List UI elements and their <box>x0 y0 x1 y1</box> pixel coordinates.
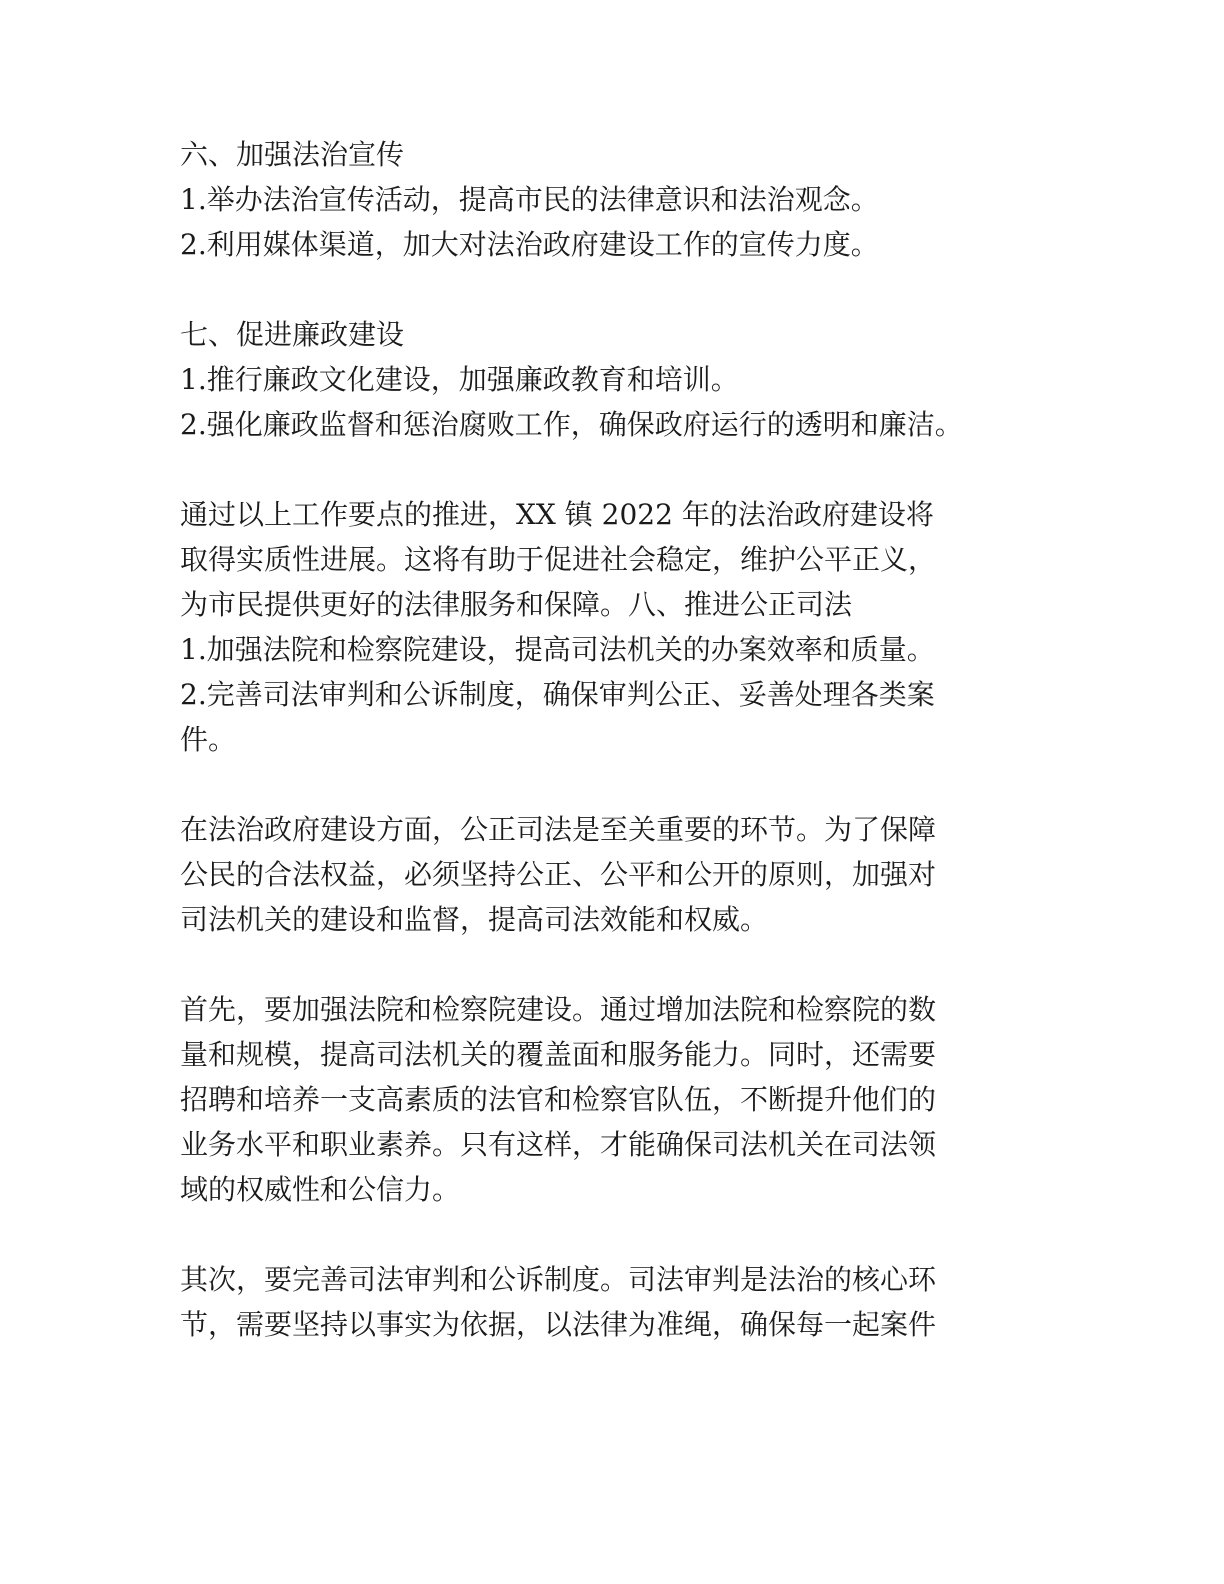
document-page <box>180 132 1060 1347</box>
section-7-heading: 七、促进廉政建设 <box>180 318 405 351</box>
paragraph-line: 司法机关的建设和监督，提高司法效能和权威。 <box>180 903 769 936</box>
paragraph-line: 首先，要加强法院和检察院建设。通过增加法院和检察院的数 <box>180 993 937 1026</box>
spacer <box>180 267 1060 312</box>
paragraph-line: 域的权威性和公信力。 <box>180 1173 461 1206</box>
section-8-item-1: 1.加强法院和检察院建设，提高司法机关的办案效率和质量。 <box>180 633 935 666</box>
section-6-heading: 六、加强法治宣传 <box>180 138 405 171</box>
section-8-item-2: 2.完善司法审判和公诉制度，确保审判公正、妥善处理各类案 <box>180 678 935 711</box>
section-7-item-1: 1.推行廉政文化建设，加强廉政教育和培训。 <box>180 363 739 396</box>
paragraph-line: 量和规模，提高司法机关的覆盖面和服务能力。同时，还需要 <box>180 1038 937 1071</box>
spacer <box>180 762 1060 807</box>
section-6-item-2: 2.利用媒体渠道，加大对法治政府建设工作的宣传力度。 <box>180 228 879 261</box>
section-8-item-2-cont: 件。 <box>180 723 237 756</box>
spacer <box>180 447 1060 492</box>
summary-line: 取得实质性进展。这将有助于促进社会稳定，维护公平正义， <box>180 543 937 576</box>
paragraph-line: 招聘和培养一支高素质的法官和检察官队伍，不断提升他们的 <box>180 1083 937 1116</box>
paragraph-line: 业务水平和职业素养。只有这样，才能确保司法机关在司法领 <box>180 1128 937 1161</box>
paragraph-line: 公民的合法权益，必须坚持公正、公平和公开的原则，加强对 <box>180 858 937 891</box>
paragraph-line: 节，需要坚持以事实为依据，以法律为准绳，确保每一起案件 <box>180 1308 937 1341</box>
spacer <box>180 942 1060 987</box>
summary-line: 通过以上工作要点的推进，XX 镇 2022 年的法治政府建设将 <box>180 498 934 531</box>
section-6-item-1: 1.举办法治宣传活动，提高市民的法律意识和法治观念。 <box>180 183 879 216</box>
section-7-item-2: 2.强化廉政监督和惩治腐败工作，确保政府运行的透明和廉洁。 <box>180 408 963 441</box>
paragraph-line: 其次，要完善司法审判和公诉制度。司法审判是法治的核心环 <box>180 1263 937 1296</box>
paragraph-line: 在法治政府建设方面，公正司法是至关重要的环节。为了保障 <box>180 813 937 846</box>
spacer <box>180 1212 1060 1257</box>
summary-line: 为市民提供更好的法律服务和保障。八、推进公正司法 <box>180 588 853 621</box>
